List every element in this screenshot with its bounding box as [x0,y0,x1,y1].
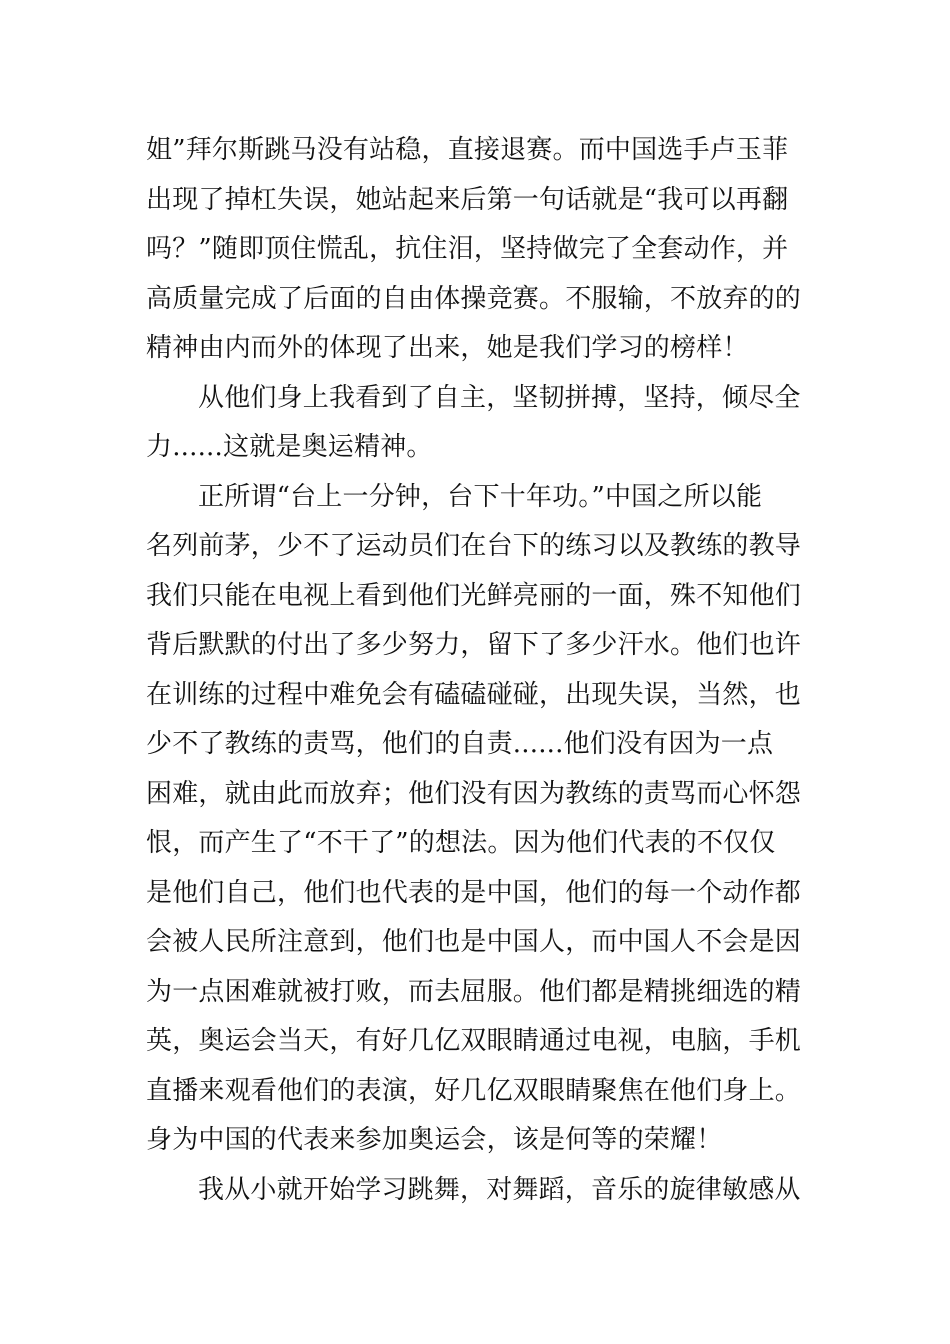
text-line-3: 吗？”随即顶住慌乱，抗住泪，坚持做完了全套动作，并 [146,234,789,264]
text-line-2: 出现了掉杠失误，她站起来后第一句话就是“我可以再翻 [146,184,789,215]
text-line-12: 在训练的过程中难免会有磕磕碰碰，出现失误，当然，也 [146,679,802,710]
text-line-20: 直播来观看他们的表演，好几亿双眼睛聚焦在他们身上。 [146,1075,802,1106]
text-line-11: 背后默默的付出了多少努力，留下了多少汗水。他们也许 [146,630,802,660]
text-line-4: 高质量完成了后面的自由体操竞赛。不服输，不放弃的的 [146,283,802,314]
document-body [146,126,806,1215]
text-line-15: 恨，而产生了“不干了”的想法。因为他们代表的不仅仅 [146,828,776,858]
text-line-9: 名列前茅，少不了运动员们在台下的练习以及教练的教导 [146,531,802,561]
text-line-19: 英，奥运会当天，有好几亿双眼睛通过电视，电脑，手机 [146,1026,802,1056]
text-line-18: 为一点困难就被打败，而去屈服。他们都是精挑细选的精 [146,976,802,1007]
text-line-6: 从他们身上我看到了自主，坚韧拼搏，坚持，倾尽全 [198,382,801,413]
text-line-22: 我从小就开始学习跳舞，对舞蹈，音乐的旋律敏感从 [198,1174,801,1205]
text-line-10: 我们只能在电视上看到他们光鲜亮丽的一面，殊不知他们 [146,580,802,611]
text-line-1: 姐”拜尔斯跳马没有站稳，直接退赛。而中国选手卢玉菲 [146,135,789,165]
text-line-17: 会被人民所注意到，他们也是中国人，而中国人不会是因 [146,927,802,957]
text-line-14: 困难，就由此而放弃；他们没有因为教练的责骂而心怀怨 [146,778,802,809]
text-line-13: 少不了教练的责骂，他们的自责......他们没有因为一点 [146,729,774,759]
text-line-7: 力......这就是奥运精神。 [146,432,433,462]
text-line-21: 身为中国的代表来参加奥运会，该是何等的荣耀！ [146,1125,723,1155]
text-line-5: 精神由内而外的体现了出来，她是我们学习的榜样！ [146,333,749,363]
text-line-8: 正所谓“台上一分钟，台下十年功。”中国之所以能 [198,481,763,512]
text-line-16: 是他们自己，他们也代表的是中国，他们的每一个动作都 [146,877,802,908]
